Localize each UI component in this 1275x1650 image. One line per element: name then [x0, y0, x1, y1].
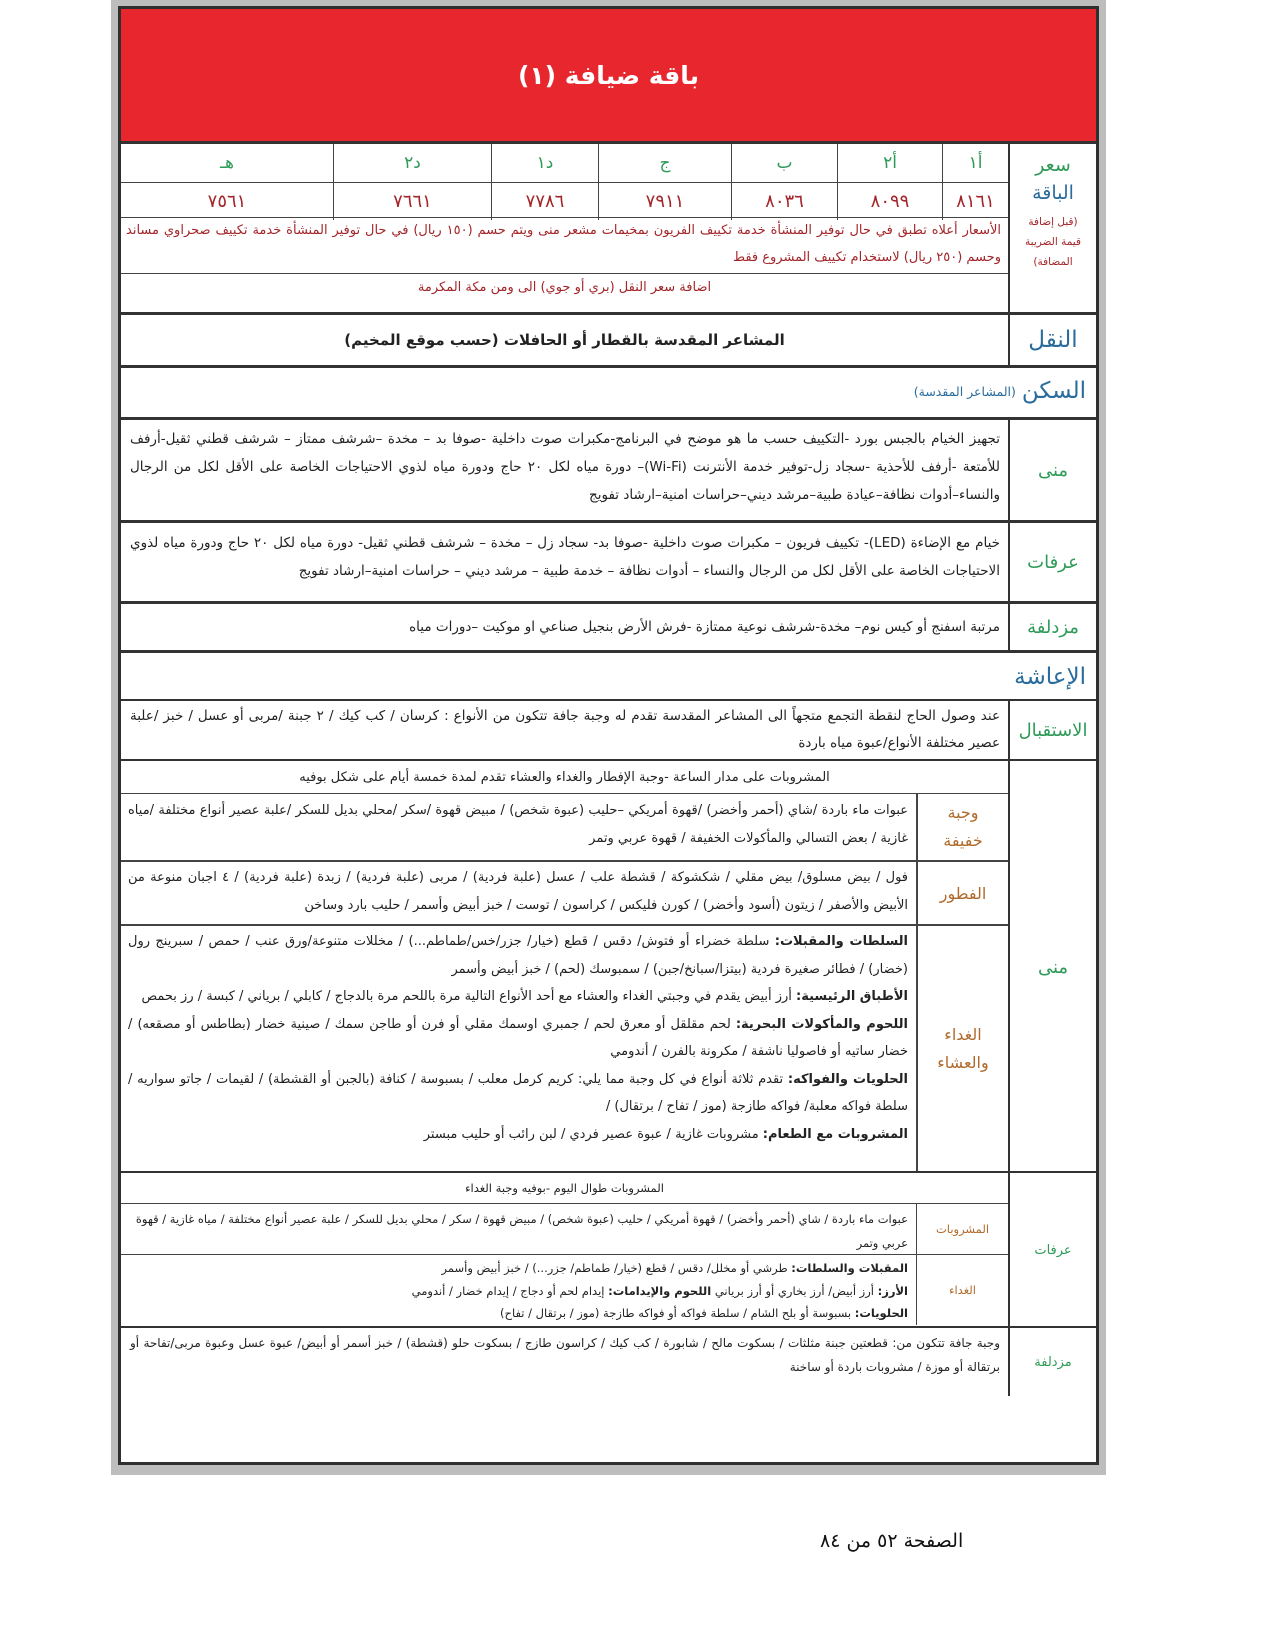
- section-divider: [121, 365, 1096, 368]
- price-label-cell: [1008, 144, 1096, 312]
- price-category: أ٢: [838, 144, 942, 183]
- price-column: [491, 144, 598, 220]
- catering-arafat-header: المشروبات طوال اليوم -بوفيه وجبة الغداء: [465, 1181, 664, 1195]
- divider: [121, 1254, 1008, 1255]
- package-title: باقة ضيافة (١): [517, 60, 700, 90]
- lunch-dinner-label: الغداء والعشاء: [916, 926, 1008, 1171]
- price-column: [598, 144, 731, 220]
- transport-label-cell: [1008, 315, 1096, 365]
- price-value: ٨٠٩٩: [870, 190, 910, 212]
- divider: [121, 1326, 1096, 1328]
- lunch-menu-item-text: سلطة خضراء أو فتوش/ دقس / قطع (خيار/ جزر/خس/طماطم...) / مخللات متنوعة/ورق عنب / حمص / سبرينج رول (خضار) / فطائر صغيرة فردية (بيتزا/سبانخ/جبن) / سمبوسك (لحم) / خبز أبيض وأسمر: [128, 934, 908, 977]
- price-column: [333, 144, 491, 220]
- housing-label: السكن: [1021, 378, 1086, 404]
- transport-text: المشاعر المقدسة بالقطار أو الحافلات (حسب موقع المخيم): [344, 331, 785, 349]
- housing-arafat-text: خيام مع الإضاءة (LED)- تكييف فريون – مكبرات صوت داخلية -صوفا بد- سجاد زل – مخدة – شرشف قطني ثقيل- دورة مياه لكل ٢٠ حاج ودورة مياه لذوي الاحتياجات الخاصة على الأقل لكل من الرجال والنساء – أدوات نظافة – خدمة طبية – مرشد ديني – حراسات امنية–ارشاد تفويج: [130, 535, 1000, 579]
- price-value: ٨٠٣٦: [765, 190, 804, 212]
- breakfast-label: الفطور: [916, 862, 1008, 924]
- price-category: د١: [492, 144, 598, 183]
- housing-mina-text: تجهيز الخيام بالجبس بورد -التكييف حسب ما هو موضح في البرنامج-مكبرات صوت داخلية -صوفا بد – مخدة –شرشف ممتاز – شرشف قطني ثقيل-أرفف للأمتعة -أرفف للأحذية -سجاد زل-توفير خدمة الأنترنت (Wi-Fi)– دورة مياه لكل ٢٠ حاج ودورة مياه لذوي الاحتياجات الخاصة على الأقل لكل من الرجال والنساء–أدوات نظافة–عيادة طبية–مرشد ديني–حراسات امنية–ارشاد تفويج: [130, 431, 1000, 503]
- catering-mina-label: منى: [1008, 761, 1096, 1173]
- price-note1: الأسعار أعلاه تطبق في حال توفير المنشأة خدمة تكييف الفريون بمخيمات مشعر منى ويتم حسم (١٥٠ ريال) في حال توفير المنشأة خدمة تكييف صحراوي مساند وحسم (٢٥٠ ريال) لاستخدام تكييف المشروع فقط: [126, 223, 1001, 265]
- lunch-menu-item-title: السلطات والمقبلات:: [774, 934, 909, 949]
- price-category: ج: [599, 144, 731, 183]
- price-value: ٨١٦١: [956, 190, 995, 212]
- divider: [121, 860, 1008, 862]
- reception-label: الاستقبال: [1008, 701, 1096, 759]
- catering-arafat-label: عرفات: [1008, 1173, 1096, 1327]
- arafat-lunch-item-text: بسبوسة أو بلح الشام / سلطة فواكه أو فواكه طازجة (موز / برتقال / تفاح): [500, 1306, 855, 1320]
- section-divider: [121, 650, 1096, 653]
- lunch-menu-item-text: تقدم ثلاثة أنواع في كل وجبة مما يلي: كريم كرمل معلب / بسبوسة / كنافة (بالجبن أو القشطة) / لقيمات / جاتو سواريه / سلطة فواكه معلبة/ فواكه طازجة (موز / تفاح / برتقال) /: [128, 1071, 908, 1114]
- lunch-menu-item: [128, 1121, 908, 1149]
- arafat-lunch-item: [128, 1280, 908, 1303]
- snack-label: وجبة خفيفة: [916, 794, 1008, 860]
- divider: [121, 924, 1008, 926]
- price-category: هـ: [121, 144, 333, 183]
- price-column: [942, 144, 1008, 220]
- lunch-menu-item-title: الحلويات والفواكه:: [787, 1071, 909, 1087]
- price-label-line1: سعر: [1035, 154, 1071, 176]
- arafat-lunch-item: [128, 1257, 908, 1280]
- price-column: [731, 144, 837, 220]
- catering-label: الإعاشة: [1014, 664, 1086, 690]
- package-sheet: [118, 6, 1099, 1465]
- catering-mina-header: المشروبات على مدار الساعة -وجبة الإفطار والغداء والعشاء تقدم لمدة خمسة أيام على شكل بوفيه: [299, 769, 830, 785]
- lunch-menu-item: [128, 983, 908, 1011]
- arafat-lunch-item-text: إيدام لحم أو دجاج / إيدام خضار / أندومي: [411, 1283, 609, 1298]
- price-value: ٧٩١١: [645, 190, 685, 212]
- price-category: ب: [732, 144, 837, 183]
- arafat-lunch-item-title: الأرز:: [877, 1283, 908, 1298]
- lunch-dinner-menu: [128, 928, 908, 1148]
- arafat-lunch-item-title: اللحوم والإيدامات:: [608, 1283, 712, 1298]
- arafat-lunch-item-text: أرز أبيض/ أرز بخاري أو أرز برياني: [714, 1283, 878, 1298]
- price-value: ٧٥٦١: [207, 190, 247, 212]
- price-category: أ١: [943, 144, 1008, 183]
- housing-muzdalifah-text: مرتبة اسفنج أو كيس نوم– مخدة-شرشف نوعية ممتازة -فرش الأرض بنجيل صناعي او موكيت –دورات مياه: [409, 619, 1000, 635]
- lunch-menu-item-text: مشروبات غازية / عبوة عصير فردي / لبن رائب أو حليب مبستر: [423, 1126, 763, 1142]
- lunch-menu-item-text: لحم مقلقل أو معرق لحم / جمبري اوسمك مقلي أو فرن أو طاجن سمك / صينية خضار (بطاطس أو مصقعه) / خضار ساتيه أو فاصوليا ناشفة / مكرونة بالفرن / أندومي: [128, 1016, 908, 1059]
- reception-text: عند وصول الحاج لنقطة التجمع متجهاً الى المشاعر المقدسة تقدم له وجبة جافة تتكون من الأنواع : كرسان / كب كيك / ٢ جبنة /مربى أو عسل / خبز /علبة عصير مختلفة الأنواع/عبوة مياه باردة: [130, 708, 1000, 751]
- section-divider: [121, 417, 1096, 420]
- lunch-menu-item: [128, 928, 908, 983]
- lunch-menu-item-title: المشروبات مع الطعام:: [762, 1126, 908, 1142]
- arafat-lunch-item-title: المقبلات والسلطات:: [791, 1261, 908, 1275]
- price-label-note: (قبل إضافة قيمة الضريبة المضافة): [1025, 216, 1081, 268]
- price-value: ٧٦٦١: [393, 190, 432, 212]
- divider: [121, 1203, 1008, 1204]
- housing-arafat-label: عرفات: [1008, 523, 1096, 601]
- divider: [121, 793, 1008, 794]
- catering-muzdalifah-text: وجبة جافة تتكون من: قطعتين جبنة مثلثات / بسكوت مالح / شابورة / كب كيك / كراسون طازج / بسكوت حلو (قشطة) / خبز أسمر أو أبيض/ عبوة عسل وعبوة مربى/تفاحة أو برتقالة أو موزة / مشروبات باردة أو ساخنة: [130, 1336, 1000, 1374]
- price-value: ٧٧٨٦: [525, 190, 565, 212]
- row-divider: [121, 520, 1096, 523]
- lunch-menu-item-title: الأطباق الرئيسية:: [796, 989, 908, 1004]
- snack-text: عبوات ماء باردة /شاي (أحمر وأخضر) /قهوة أمريكي –حليب (عبوة شخص) / مبيض قهوة /سكر /محلي بديل للسكر /علبة عصير أنواع مختلفة /مياه غازية / بعض التسالي والمأكولات الخفيفة / قهوة عربي وتمر: [128, 803, 908, 846]
- catering-muzdalifah-label: مزدلفة: [1008, 1328, 1096, 1396]
- transport-label: النقل: [1028, 327, 1078, 353]
- arafat-drinks-label: المشروبات: [916, 1204, 1008, 1254]
- housing-sub: (المشاعر المقدسة): [913, 383, 1016, 399]
- price-category: د٢: [334, 144, 491, 183]
- breakfast-text: فول / بيض مسلوق/ بيض مقلي / شكشوكة / قشطة علب / عسل (علبة فردية) / مربى (علبة فردية) / زبدة (علبة فردية) / ٤ اجبان منوعة من الأبيض والأصفر / زيتون (أسود وأخضر) / كورن فليكس / كراسون / توست / خبز أبيض وأسمر / حليب بارد وساخن: [128, 870, 908, 913]
- housing-header: [914, 371, 1086, 411]
- price-note2: اضافة سعر النقل (بري أو جوي) الى ومن مكة المكرمة: [417, 279, 712, 295]
- title-banner: [121, 9, 1096, 144]
- arafat-drinks-text: عبوات ماء باردة / شاي (أحمر وأخضر) / قهوة أمريكي / حليب (عبوة شخص) / مبيض قهوة / سكر / محلي بديل للسكر / علبة عصير أنواع مختلفة / مياه غازية / قهوة عربي وتمر: [135, 1212, 908, 1250]
- price-column: [837, 144, 942, 220]
- lunch-menu-item: [128, 1066, 908, 1121]
- housing-muzdalifah-label: مزدلفة: [1008, 604, 1096, 650]
- lunch-menu-item-text: أرز أبيض يقدم في وجبتي الغداء والعشاء مع أحد الأنواع التالية مرة باللحم مرة بالدجاج / كابلي / برياني / كبسة / رز بحمص: [141, 989, 797, 1004]
- divider: [121, 699, 1096, 701]
- page-number: الصفحة ٥٢ من ٨٤: [820, 1530, 964, 1552]
- arafat-lunch-menu: [128, 1257, 908, 1325]
- arafat-lunch-item: [128, 1302, 908, 1325]
- arafat-lunch-label: الغداء: [916, 1255, 1008, 1325]
- price-column: [121, 144, 333, 220]
- arafat-lunch-item-title: الحلويات:: [854, 1306, 908, 1320]
- arafat-lunch-item-text: طرشي أو مخلل/ دقس / قطع (خيار/ طماطم/ جزر...) / خبز أبيض وأسمر: [441, 1261, 792, 1275]
- price-grid: [121, 144, 1008, 220]
- housing-mina-label: منى: [1008, 420, 1096, 520]
- lunch-menu-item: [128, 1011, 908, 1066]
- lunch-menu-item-title: اللحوم والمأكولات البحرية:: [735, 1016, 908, 1032]
- price-label-line2: الباقة: [1032, 182, 1074, 204]
